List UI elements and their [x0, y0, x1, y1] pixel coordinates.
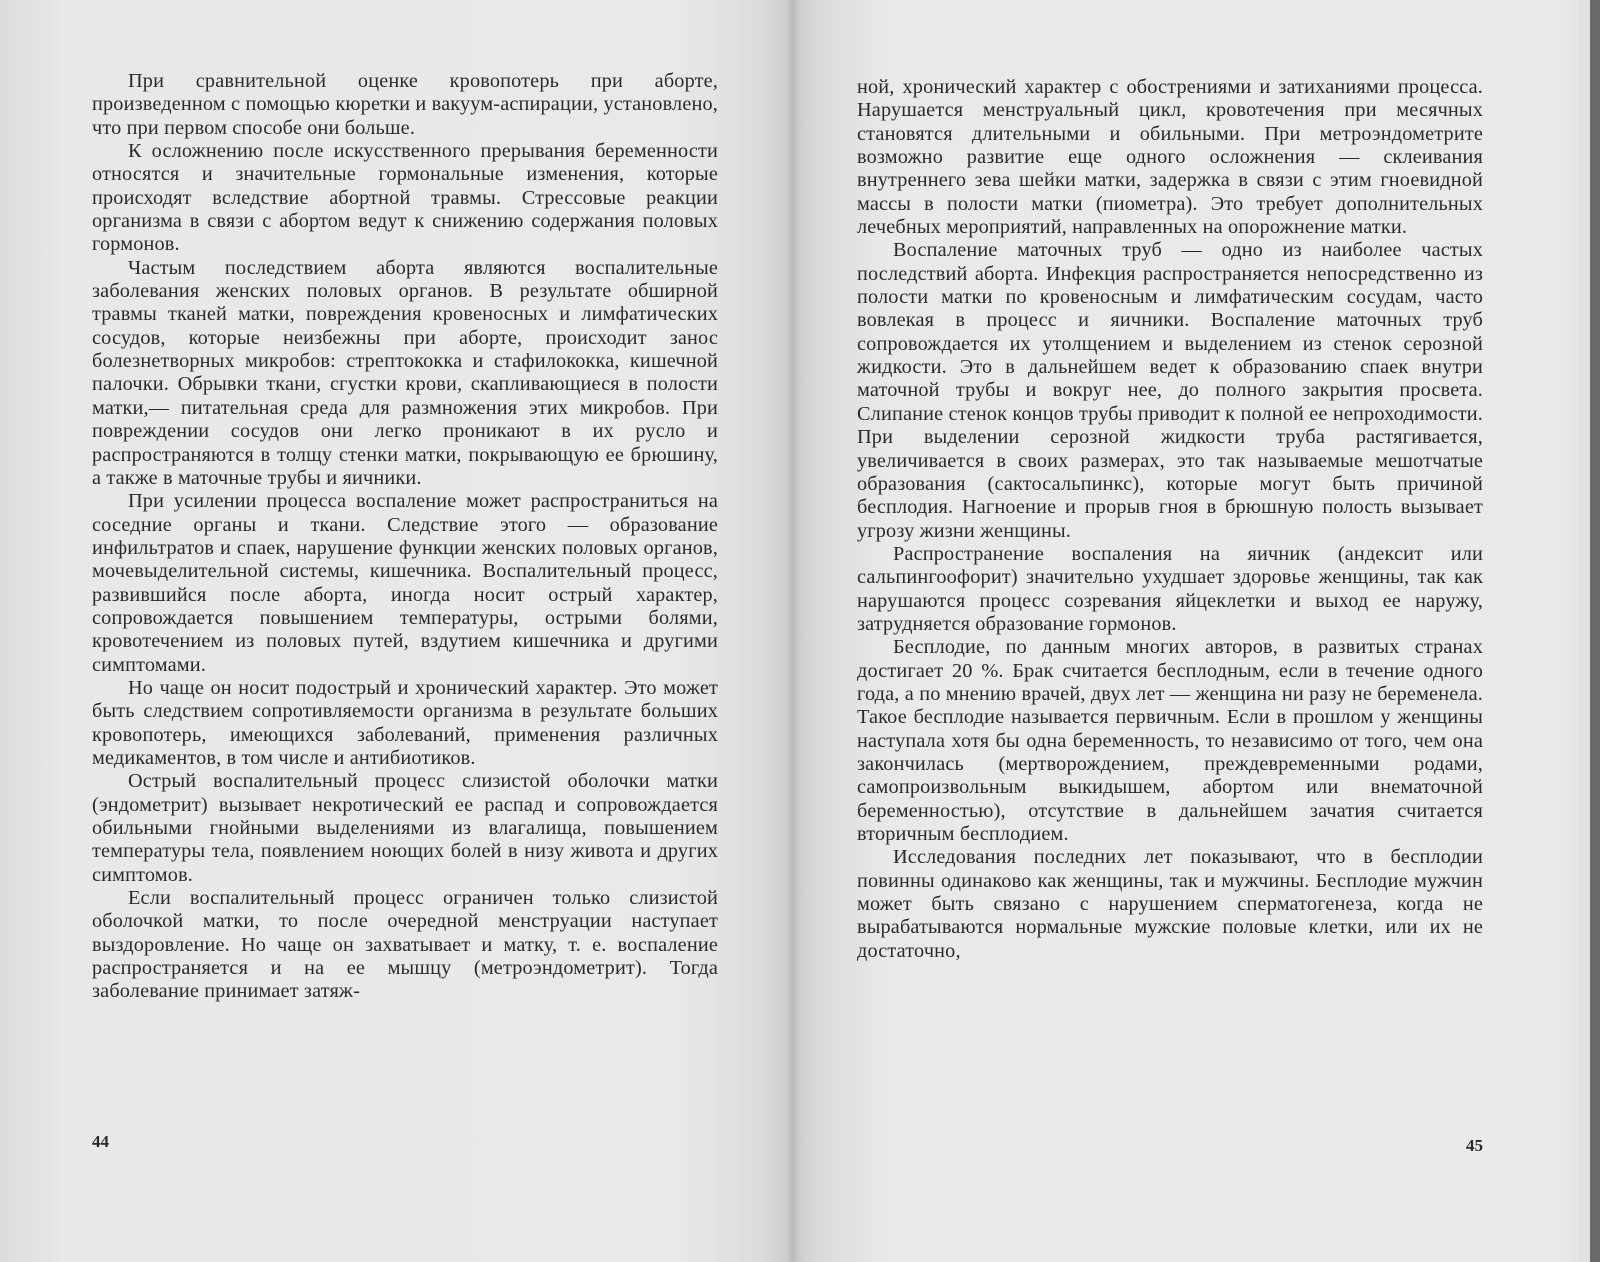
paragraph: При сравнительной оценке кровопотерь при аборте, произведенном с помощью кюретки и вакуум-аспирации, установлено, что при первом способе они больше. [92, 70, 718, 139]
left-page [0, 0, 792, 1262]
paragraph: Частым последствием аборта являются воспалительные заболевания женских половых органов. В результате обширной травмы тканей матки, повреждения кровеносных и лимфатических сосудов, которые неизбежны при аборте, происходит занос болезнетворных микробов: стрептококка и стафилококка, кишечной палочки. Обрывки ткани, сгустки крови, скапливающиеся в полости матки,— питательная среда для размножения этих микробов. При повреждении сосудов они легко проникают в их русло и распространяются в толщу стенки матки, покрывающую ее брюшину, а также в маточные трубы и яичники. [92, 256, 718, 489]
right-page-text [857, 76, 1483, 963]
paragraph: Воспаление маточных труб — одно из наиболее частых последствий аборта. Инфекция распространяется непосредственно из полости матки по кровеносным и лимфатическим сосудам, часто вовлекая в процесс и яичники. Воспаление маточных труб сопровождается их утолщением и выделением из стенок серозной жидкости. Это в дальнейшем ведет к образованию спаек внутри маточной трубы и вокруг нее, до полного закрытия просвета. Слипание стенок концов трубы приводит к полной ее непроходимости. При выделении серозной жидкости труба растягивается, увеличивается в своих размерах, это так называемые мешотчатые образования (сактосальпинкс), которые могут быть причиной бесплодия. Нагноение и прорыв гноя в брюшную полость вызывает угрозу жизни женщины. [857, 239, 1483, 542]
paragraph: К осложнению после искусственного прерывания беременности относятся и значительные гормональные изменения, которые происходят вследствие абортной травмы. Стрессовые реакции организма в связи с абортом ведут к снижению содержания половых гормонов. [92, 140, 718, 256]
page-number: 44 [92, 1132, 109, 1151]
paragraph: Но чаще он носит подострый и хронический характер. Это может быть следствием сопротивляемости организма в результате больших кровопотерь, имеющихся заболеваний, применения различных медикаментов, в том числе и антибиотиков. [92, 676, 718, 769]
paragraph: Бесплодие, по данным многих авторов, в развитых странах достигает 20 %. Брак считается бесплодным, если в течение одного года, а по мнению врачей, двух лет — женщина ни разу не беременела. Такое бесплодие называется первичным. Если в прошлом у женщины наступала хотя бы одна беременность, то независимо от того, чем она закончилась (мертворождением, преждевременными родами, самопроизвольным выкидышем, абортом или внематочной беременностью), отсутствие в дальнейшем зачатия считается вторичным бесплодием. [857, 636, 1483, 845]
paragraph: При усилении процесса воспаление может распространиться на соседние органы и ткани. Следствие этого — образование инфильтратов и спаек, нарушение функции женских половых органов, мочевыделительной системы, кишечника. Воспалительный процесс, развившийся после аборта, иногда носит острый характер, сопровождается повышением температуры, острыми болями, кровотечением из половых путей, вздутием кишечника и другими симптомами. [92, 490, 718, 676]
paragraph: Распространение воспаления на яичник (андексит или сальпингоофорит) значительно ухудшает здоровье женщины, так как нарушаются процесс созревания яйцеклетки и выход ее наружу, затрудняется образование гормонов. [857, 542, 1483, 635]
paragraph: Исследования последних лет показывают, что в бесплодии повинны одинаково как женщины, так и мужчины. Бесплодие мужчин может быть связано с нарушением сперматогенеза, когда не вырабатываются нормальные мужские половые клетки, или их не достаточно, [857, 846, 1483, 962]
paragraph: Если воспалительный процесс ограничен только слизистой оболочкой матки, то после очередной менструации наступает выздоровление. Но чаще он захватывает и матку, т. е. воспаление распространяется и на ее мышцу (метроэндометрит). Тогда заболевание принимает затяж- [92, 887, 718, 1003]
scan-edge [1590, 0, 1600, 1262]
page-number: 45 [1466, 1136, 1483, 1155]
left-page-text [92, 70, 718, 1004]
book-gutter [786, 0, 800, 1262]
paragraph: ной, хронический характер с обострениями и затиханиями процесса. Нарушается менструальный цикл, кровотечения при месячных становятся длительными и обильными. При метроэндометрите возможно развитие еще одного осложнения — склеивания внутреннего зева шейки матки, задержка в связи с этим гноевидной массы в полости матки (пиометра). Это требует дополнительных лечебных мероприятий, направленных на опорожнение матки. [857, 76, 1483, 239]
paragraph: Острый воспалительный процесс слизистой оболочки матки (эндометрит) вызывает некротический ее распад и сопровождается обильными гнойными выделениями из влагалища, повышением температуры тела, появлением ноющих болей в низу живота и других симптомов. [92, 770, 718, 886]
